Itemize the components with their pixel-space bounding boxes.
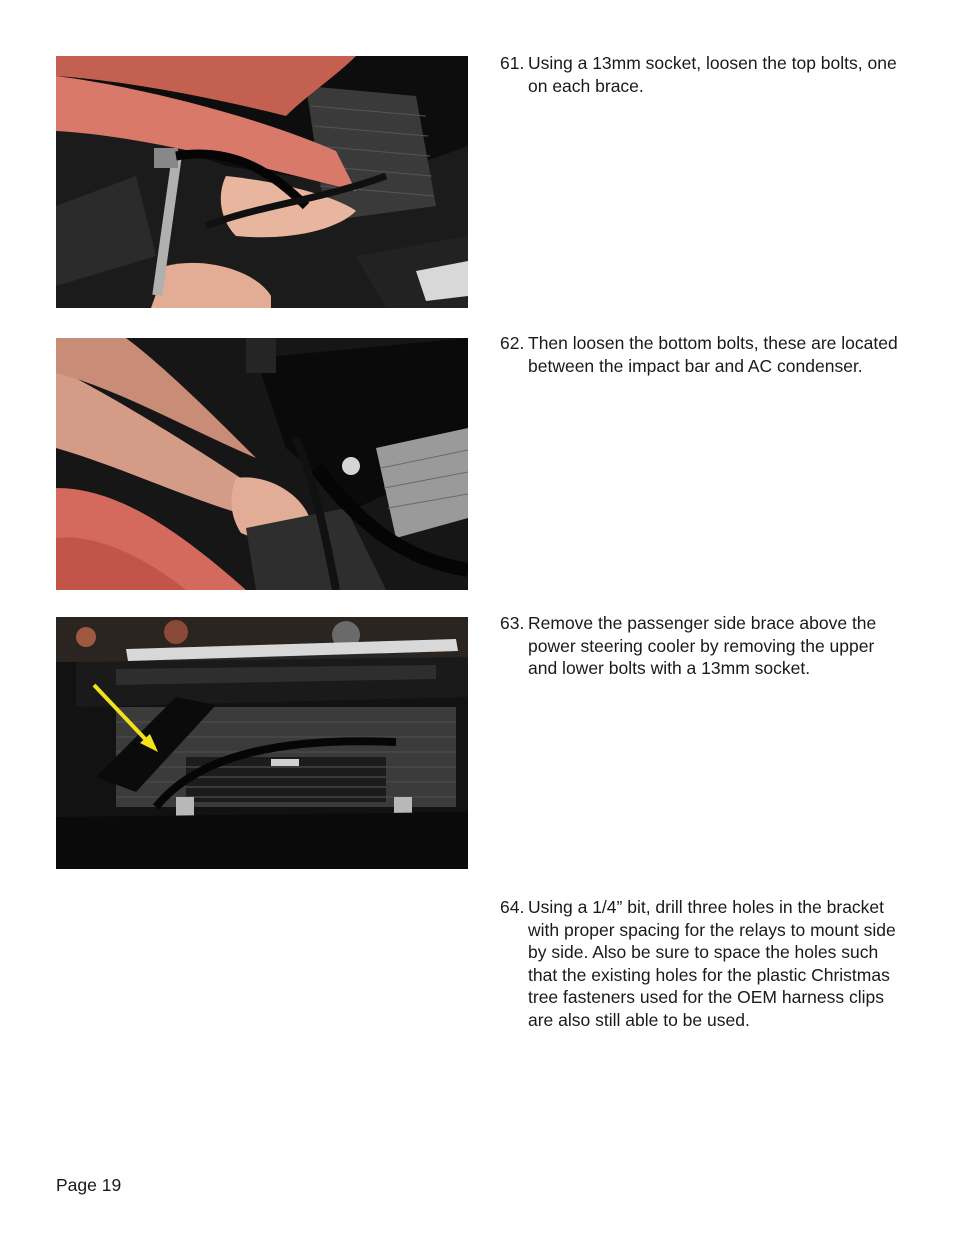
step-text: Using a 1/4” bit, drill three holes in the bracket with proper spacing for the relays to mount side by side. Also be sure to space the holes such that the existing holes for the plastic Christmas tree fasteners used for the OEM harness clips are also still able to be used. — [528, 897, 896, 1030]
step-62-photo — [56, 338, 468, 590]
step-number: 62. — [500, 333, 525, 353]
step-text: Using a 13mm socket, loosen the top bolts, one on each brace. — [528, 53, 897, 96]
step-number: 61. — [500, 53, 525, 73]
step-number: 64. — [500, 897, 525, 917]
step-63 — [500, 612, 900, 680]
step-text: Then loosen the bottom bolts, these are located between the impact bar and AC condenser. — [528, 333, 898, 376]
page-number: Page 19 — [56, 1175, 122, 1195]
step-61-photo-image — [56, 56, 468, 308]
step-62 — [500, 332, 900, 377]
step-text: Remove the passenger side brace above the power steering cooler by removing the upper and lower bolts with a 13mm socket. — [528, 613, 877, 678]
step-63-photo-image — [56, 617, 468, 869]
step-62-photo-image — [56, 338, 468, 590]
step-64 — [500, 896, 900, 1031]
step-63-photo — [56, 617, 468, 869]
step-61 — [500, 52, 900, 97]
step-61-photo — [56, 56, 468, 308]
step-number: 63. — [500, 613, 525, 633]
